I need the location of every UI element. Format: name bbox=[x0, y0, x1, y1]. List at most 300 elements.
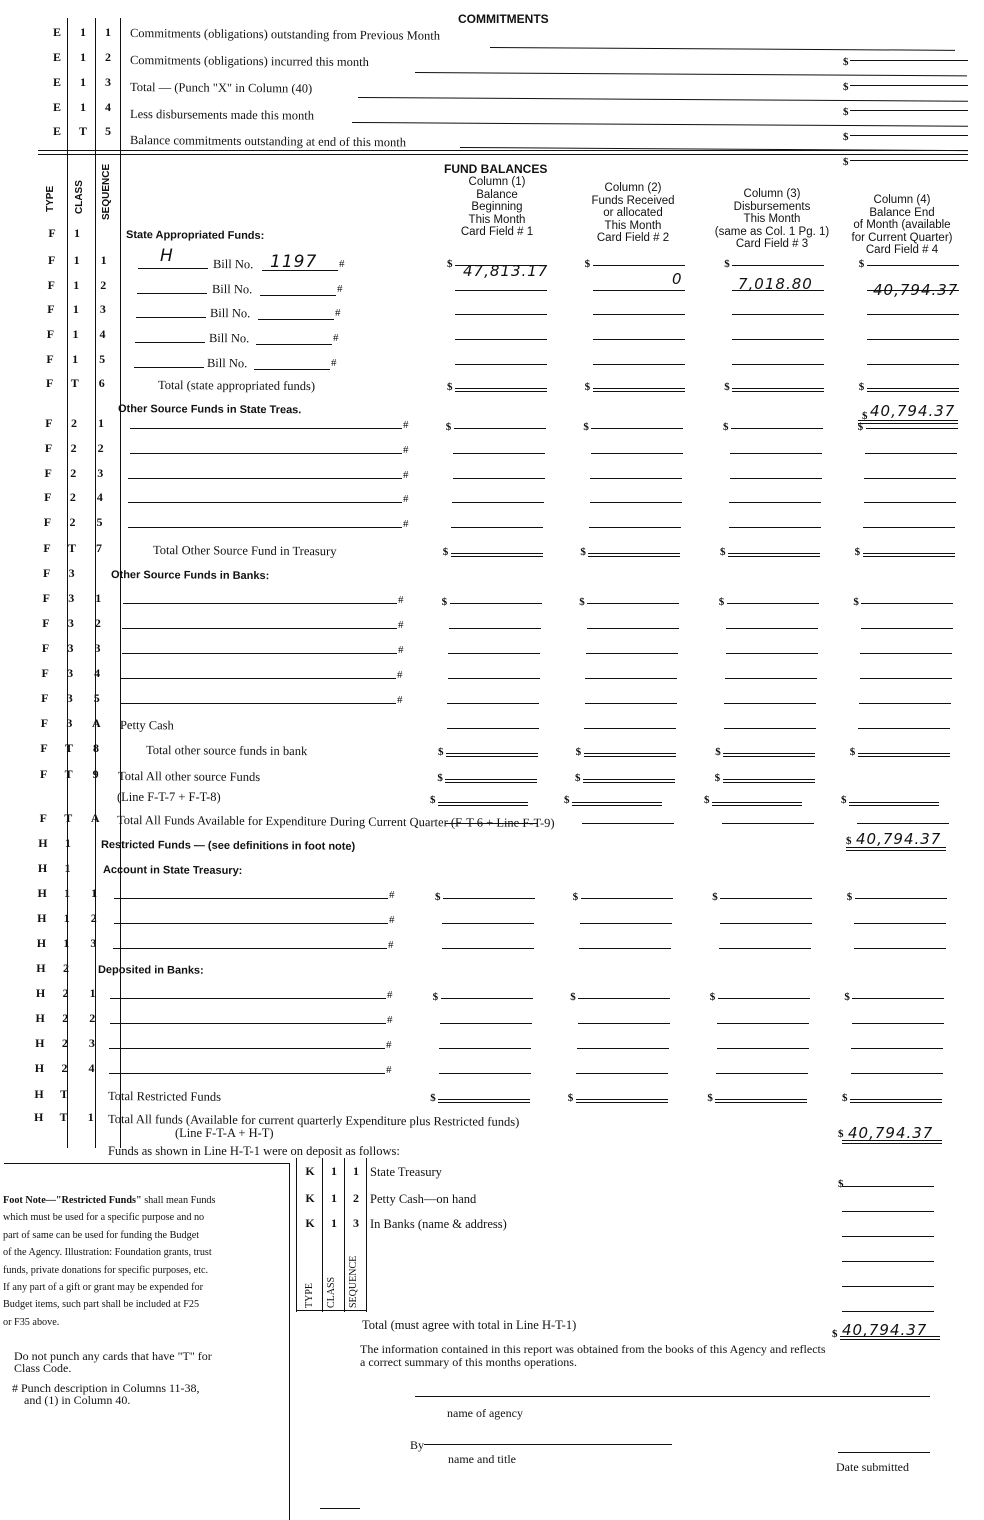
line-ft9-sublabel: (Line F-T-7 + F-T-8) bbox=[117, 790, 221, 804]
date-submitted-caption: Date submitted bbox=[836, 1460, 909, 1474]
row-label: Other Source Funds in State Treas. bbox=[117, 403, 302, 417]
description-line[interactable] bbox=[128, 478, 402, 479]
amount-field-col4[interactable] bbox=[851, 1073, 943, 1074]
amount-field-col1[interactable] bbox=[455, 339, 547, 340]
amount-field-col2[interactable] bbox=[585, 703, 677, 704]
amount-field-col4[interactable] bbox=[854, 948, 946, 949]
amount-field-col4[interactable] bbox=[867, 339, 959, 340]
amount-field-col3[interactable] bbox=[723, 753, 815, 757]
description-line[interactable] bbox=[121, 678, 396, 679]
amount-field-col3[interactable] bbox=[732, 388, 824, 392]
bill-number-line[interactable] bbox=[256, 344, 332, 345]
amount-field-col3[interactable] bbox=[732, 364, 824, 365]
amount-field-col1[interactable] bbox=[449, 628, 541, 629]
deposit-type-code: K bbox=[305, 1164, 315, 1178]
amount-field-col1[interactable] bbox=[446, 753, 538, 757]
description-line[interactable] bbox=[128, 502, 402, 503]
amount-field-col1[interactable] bbox=[439, 1073, 531, 1074]
commit-entry-line[interactable] bbox=[490, 47, 955, 51]
deposit-amount-dollar: $ bbox=[838, 1178, 844, 1190]
amount-field-col1[interactable] bbox=[448, 678, 540, 679]
bill-prefix-line[interactable] bbox=[138, 268, 208, 269]
amount-field-col3[interactable] bbox=[729, 502, 821, 503]
amount-dollar-col4: $ bbox=[854, 546, 861, 558]
amount-field-col3[interactable] bbox=[729, 527, 821, 528]
amount-field-col3[interactable] bbox=[718, 998, 810, 999]
deposit-label: Petty Cash—on hand bbox=[370, 1192, 477, 1206]
amount-field-col3[interactable] bbox=[726, 653, 818, 654]
bill-prefix-line[interactable] bbox=[136, 317, 206, 318]
deposit-seq-code: 3 bbox=[353, 1216, 359, 1230]
commit-class-code: 1 bbox=[80, 50, 86, 64]
column-4-header-line: of Month (available bbox=[853, 219, 951, 231]
amount-field-col2[interactable] bbox=[581, 898, 673, 899]
amount-field-col1[interactable] bbox=[455, 314, 547, 315]
description-hash: # bbox=[397, 669, 403, 681]
amount-field-col3[interactable] bbox=[716, 1073, 808, 1074]
column-3-header-line: This Month bbox=[743, 213, 801, 225]
amount-field-col1[interactable] bbox=[439, 1048, 531, 1049]
commit-seq-code: 5 bbox=[105, 124, 111, 138]
amount-field-col1[interactable] bbox=[442, 948, 534, 949]
amount-field-col1[interactable] bbox=[443, 898, 535, 899]
row-seq-code: 3 bbox=[88, 1036, 95, 1050]
row-type-code: F bbox=[46, 327, 55, 341]
ft9-total-field[interactable] bbox=[438, 802, 528, 806]
footnote-line-2: which must be used for a specific purpose and no bbox=[3, 1212, 205, 1224]
commit-entry-line[interactable] bbox=[415, 72, 967, 76]
amount-field-col4[interactable] bbox=[865, 453, 957, 454]
amount-field-col3[interactable] bbox=[717, 1048, 809, 1049]
note-desc-1: # Punch description in Columns 11-38, bbox=[12, 1381, 200, 1395]
amount-field-col2[interactable] bbox=[587, 628, 679, 629]
amount-field-col3[interactable] bbox=[719, 948, 811, 949]
commit-amount-dollar: $ bbox=[843, 156, 849, 168]
amount-field-col4[interactable] bbox=[857, 823, 949, 824]
row-type-code: F bbox=[46, 352, 54, 366]
amount-field-col1[interactable] bbox=[451, 553, 543, 557]
amount-field-col3[interactable] bbox=[732, 314, 824, 315]
commit-amount-dollar: $ bbox=[843, 106, 849, 118]
column-2-header-line: Funds Received bbox=[591, 194, 675, 207]
amount-field-col4[interactable] bbox=[861, 628, 953, 629]
row-class-code: 2 bbox=[62, 961, 69, 975]
certification-line-1: The information contained in this report was obtained from the books of this Agency and reflects bbox=[360, 1342, 826, 1356]
row-seq-code: 1 bbox=[91, 886, 98, 900]
amount-field-col2[interactable] bbox=[593, 339, 685, 340]
amount-field-col2[interactable] bbox=[577, 1048, 669, 1049]
state-total-col4-field[interactable] bbox=[858, 420, 958, 424]
deposit-type-code: K bbox=[305, 1191, 315, 1205]
amount-field-col1[interactable] bbox=[453, 453, 545, 454]
amount-field-col4[interactable] bbox=[867, 364, 959, 365]
amount-field-col1[interactable] bbox=[447, 728, 539, 729]
amount-field-col1[interactable] bbox=[455, 290, 547, 291]
row-class-code: T bbox=[68, 541, 77, 555]
column-3-header-line: Disbursements bbox=[733, 200, 811, 213]
agency-name-line[interactable] bbox=[415, 1396, 930, 1397]
amount-field-col4[interactable] bbox=[867, 314, 959, 315]
amount-field-col4[interactable] bbox=[852, 998, 944, 999]
commit-amount-line[interactable] bbox=[850, 60, 968, 61]
amount-field-col2[interactable] bbox=[587, 603, 679, 604]
amount-dollar-col2: $ bbox=[584, 258, 591, 270]
bill-prefix-line[interactable] bbox=[137, 293, 207, 294]
description-line[interactable] bbox=[109, 1048, 385, 1049]
row-type-code: H bbox=[35, 986, 46, 1000]
bill-number-line[interactable] bbox=[254, 369, 330, 370]
row-seq-code: A bbox=[90, 811, 100, 825]
column-4-header-line: Card Field # 4 bbox=[865, 244, 939, 256]
row-class-code: 3 bbox=[66, 691, 73, 705]
agency-name-caption: name of agency bbox=[447, 1406, 523, 1420]
amount-field-col3[interactable] bbox=[723, 779, 815, 783]
row-label: Total Other Source Fund in Treasury bbox=[152, 543, 337, 559]
column-1-header-line: This Month bbox=[468, 213, 526, 226]
amount-field-col1[interactable] bbox=[450, 603, 542, 604]
amount-field-col4[interactable] bbox=[867, 388, 959, 392]
row-type-code: F bbox=[44, 466, 52, 480]
row-type-code: F bbox=[40, 741, 48, 755]
deposit-amount-line[interactable] bbox=[842, 1286, 934, 1287]
amount-dollar-col1: $ bbox=[438, 746, 444, 758]
row-type-code: F bbox=[41, 691, 49, 705]
row-seq-code: 1 bbox=[100, 253, 107, 267]
row-label: Restricted Funds — (see definitions in foot note) bbox=[100, 839, 356, 853]
commit-entry-line[interactable] bbox=[358, 97, 968, 102]
commit-seq-code: 1 bbox=[105, 25, 111, 39]
deposit-class-code: 1 bbox=[331, 1191, 337, 1205]
footnote-line-5: funds, private donations for specific purposes, etc. bbox=[3, 1264, 209, 1276]
description-line[interactable] bbox=[110, 1023, 386, 1024]
amount-field-col3[interactable] bbox=[720, 923, 812, 924]
amount-field-col2[interactable] bbox=[584, 753, 676, 757]
commit-amount-line[interactable] bbox=[850, 110, 968, 111]
bill-hash: # bbox=[339, 258, 345, 270]
description-line[interactable] bbox=[128, 527, 402, 528]
note-punch-1: Do not punch any cards that have "T" for bbox=[14, 1349, 212, 1363]
row-type-code: F bbox=[47, 278, 55, 292]
amount-field-col3[interactable] bbox=[717, 1023, 809, 1024]
commit-seq-code: 4 bbox=[105, 100, 111, 114]
amount-field-col4[interactable] bbox=[860, 653, 952, 654]
amount-field-col4[interactable] bbox=[867, 265, 959, 266]
amount-field-col2[interactable] bbox=[578, 998, 670, 999]
amount-dollar-col4: $ bbox=[853, 596, 859, 608]
row-class-code: 3 bbox=[67, 666, 74, 680]
note-desc-2: and (1) in Column 40. bbox=[24, 1393, 131, 1407]
description-hash: # bbox=[389, 914, 395, 926]
amount-dollar-col2: $ bbox=[575, 772, 581, 784]
row-class-code: 2 bbox=[61, 1061, 68, 1075]
amount-field-col1[interactable] bbox=[445, 823, 537, 824]
amount-field-col3[interactable] bbox=[725, 678, 817, 679]
amount-dollar-col1: $ bbox=[435, 891, 441, 903]
commit-type-code: E bbox=[52, 75, 61, 89]
amount-field-col3[interactable] bbox=[726, 628, 818, 629]
amount-field-col1[interactable] bbox=[455, 364, 547, 365]
deposit-amount-line[interactable] bbox=[842, 1211, 934, 1212]
row-seq-code: 3 bbox=[90, 936, 97, 950]
deposit-grid-bottom bbox=[296, 1310, 366, 1311]
row-type-code: H bbox=[35, 1011, 45, 1025]
amount-field-col3[interactable] bbox=[722, 823, 814, 824]
footnote-line-4: of the Agency. Illustration: Foundation grants, trust bbox=[3, 1247, 212, 1259]
amount-field-col3[interactable] bbox=[732, 265, 824, 266]
amount-field-col1[interactable] bbox=[440, 1023, 532, 1024]
amount-field-col1[interactable] bbox=[452, 502, 544, 503]
amount-field-col1[interactable] bbox=[441, 998, 533, 999]
row-seq-code: 2 bbox=[94, 616, 101, 630]
column-4-header-line: Column (4) bbox=[873, 194, 931, 206]
description-line[interactable] bbox=[110, 998, 386, 999]
row-class-code: T bbox=[70, 376, 79, 390]
description-line[interactable] bbox=[114, 923, 388, 924]
amount-field-col2[interactable] bbox=[578, 1023, 670, 1024]
row-label: Bill No. bbox=[208, 331, 249, 346]
ft9-total-dollar: $ bbox=[704, 794, 710, 806]
amount-field-col3[interactable] bbox=[730, 478, 822, 479]
ft9-total-field[interactable] bbox=[572, 802, 662, 806]
amount-field-col4[interactable] bbox=[866, 428, 958, 429]
amount-field-col4[interactable] bbox=[855, 898, 947, 899]
amount-field-col2[interactable] bbox=[591, 453, 683, 454]
commit-amount-dollar: $ bbox=[843, 81, 849, 93]
class-column-header: CLASS bbox=[74, 180, 85, 214]
date-line[interactable] bbox=[838, 1452, 930, 1453]
row-label: Total All other source Funds bbox=[117, 769, 261, 784]
row-type-code: H bbox=[36, 961, 46, 975]
row-seq-code: 2 bbox=[100, 278, 107, 292]
amount-field-col2[interactable] bbox=[583, 779, 675, 783]
commit-amount-line[interactable] bbox=[850, 85, 968, 86]
bill-hash: # bbox=[333, 332, 339, 344]
row-type-code: H bbox=[34, 1061, 45, 1075]
description-line[interactable] bbox=[113, 948, 387, 949]
description-line[interactable] bbox=[123, 603, 397, 604]
footnote-top-rule bbox=[4, 1163, 290, 1164]
row-type-code: F bbox=[43, 541, 51, 555]
amount-field-col2[interactable] bbox=[593, 265, 685, 266]
amount-field-col3[interactable] bbox=[720, 898, 812, 899]
row-type-code: F bbox=[47, 302, 55, 316]
row-class-code: 3 bbox=[66, 716, 73, 730]
row-seq-code: 1 bbox=[95, 591, 102, 605]
amount-field-col2[interactable] bbox=[593, 388, 685, 392]
amount-field-col2[interactable] bbox=[580, 923, 672, 924]
amount-dollar-col4: $ bbox=[858, 258, 865, 270]
row-class-code: T bbox=[59, 1110, 68, 1124]
amount-field-col1[interactable] bbox=[447, 703, 539, 704]
row-seq-code: 5 bbox=[99, 352, 106, 366]
commit-type-code: E bbox=[52, 50, 61, 64]
amount-field-col2[interactable] bbox=[586, 653, 678, 654]
deposit-intro: Funds as shown in Line H-T-1 were on deposit as follows: bbox=[108, 1144, 400, 1158]
description-hash: # bbox=[403, 493, 409, 505]
row-seq-code: 4 bbox=[94, 666, 101, 680]
amount-dollar-col2: $ bbox=[570, 991, 576, 1003]
commit-type-code: E bbox=[52, 124, 61, 138]
row-class-code: T bbox=[64, 811, 73, 825]
commit-label: Commitments (obligations) incurred this month bbox=[129, 53, 369, 70]
ft9-total-field[interactable] bbox=[849, 802, 939, 806]
amount-field-col2[interactable] bbox=[591, 428, 683, 429]
amount-field-col4[interactable] bbox=[860, 678, 952, 679]
row-class-code: 1 bbox=[73, 278, 80, 292]
amount-field-col1[interactable] bbox=[442, 923, 534, 924]
row-label: Total All Funds Available for Expenditure During Current Quarter (F-T-6 + Line F-T-9) bbox=[116, 813, 555, 831]
amount-field-col2[interactable] bbox=[590, 502, 682, 503]
row-class-code: 2 bbox=[62, 1011, 69, 1025]
description-hash: # bbox=[403, 444, 409, 456]
commit-class-code: 1 bbox=[80, 75, 86, 89]
amount-field-col1[interactable] bbox=[455, 388, 547, 392]
row-class-code: 3 bbox=[67, 616, 74, 630]
row-type-code: F bbox=[39, 811, 47, 825]
description-line[interactable] bbox=[109, 1073, 385, 1074]
column-2-header-line: or allocated bbox=[603, 207, 663, 219]
deposit-amount-line[interactable] bbox=[842, 1236, 934, 1237]
row-label: Account in State Treasury: bbox=[102, 864, 243, 877]
row-seq-code: 2 bbox=[97, 441, 104, 455]
footnote-line-8: or F35 above. bbox=[3, 1316, 60, 1328]
amount-field-col3[interactable] bbox=[728, 553, 820, 557]
amount-field-col2[interactable] bbox=[593, 314, 685, 315]
amount-field-col1[interactable] bbox=[451, 527, 543, 528]
description-hash: # bbox=[403, 469, 409, 481]
footnote-block bbox=[3, 1192, 283, 1331]
row-class-code: 3 bbox=[68, 566, 75, 580]
bill-number-line[interactable] bbox=[258, 319, 334, 320]
commit-entry-line[interactable] bbox=[352, 122, 968, 127]
deposit-amount-line[interactable] bbox=[842, 1311, 934, 1312]
amount-field-col4[interactable] bbox=[861, 603, 953, 604]
deposit-amount-line[interactable] bbox=[842, 1261, 934, 1262]
row-type-code: H bbox=[35, 1036, 45, 1050]
amount-field-col3[interactable] bbox=[731, 428, 823, 429]
bill-number-line[interactable] bbox=[260, 295, 336, 296]
amount-field-col1[interactable] bbox=[454, 428, 546, 429]
amount-field-col1[interactable] bbox=[438, 1099, 530, 1103]
amount-field-col2[interactable] bbox=[585, 678, 677, 679]
amount-field-col4[interactable] bbox=[852, 1023, 944, 1024]
description-line[interactable] bbox=[114, 898, 388, 899]
amount-field-col3[interactable] bbox=[724, 728, 816, 729]
row-class-code: 1 bbox=[64, 861, 71, 875]
row-class-code: T bbox=[65, 741, 74, 755]
row-label: Total other source funds in bank bbox=[145, 743, 308, 759]
state-total-col4-dollar: $ bbox=[862, 410, 868, 422]
deposit-total-handwritten: 40,794.37 bbox=[842, 1321, 928, 1339]
fta-total-handwritten: 40,794.37 bbox=[856, 830, 942, 848]
row-type-code: F bbox=[39, 767, 48, 781]
column-3-header-line: Card Field # 3 bbox=[735, 238, 809, 250]
amount-field-col4[interactable] bbox=[864, 502, 956, 503]
commit-label: Total — (Punch "X" in Column (40) bbox=[129, 80, 313, 96]
amount-field-col1[interactable] bbox=[445, 779, 537, 783]
amount-field-col4[interactable] bbox=[854, 923, 946, 924]
commit-class-code: 1 bbox=[80, 25, 86, 39]
description-line[interactable] bbox=[122, 653, 397, 654]
column-4-header-line: for Current Quarter) bbox=[851, 231, 953, 244]
bill-prefix-line[interactable] bbox=[134, 367, 204, 368]
column-2-header-line: This Month bbox=[604, 219, 662, 232]
amount-field-col2[interactable] bbox=[593, 290, 685, 291]
amount-dollar-col4: $ bbox=[846, 891, 853, 903]
column-3-header-line: (same as Col. 1 Pg. 1) bbox=[714, 225, 830, 238]
row-class-code: 1 bbox=[72, 302, 79, 316]
deposit-amount-line[interactable] bbox=[842, 1186, 934, 1187]
amount-field-col2[interactable] bbox=[593, 364, 685, 365]
commit-type-code: E bbox=[52, 25, 61, 39]
column-2-header-line: Card Field # 2 bbox=[596, 232, 670, 244]
description-line[interactable] bbox=[122, 628, 397, 629]
amount-field-col3[interactable] bbox=[730, 453, 822, 454]
amount-field-col2[interactable] bbox=[590, 478, 682, 479]
amount-field-col2[interactable] bbox=[576, 1073, 668, 1074]
amount-field-col1[interactable] bbox=[453, 478, 545, 479]
amount-field-col3[interactable] bbox=[715, 1099, 807, 1103]
row-type-code: H bbox=[34, 1110, 44, 1124]
amount-field-col2[interactable] bbox=[588, 553, 680, 557]
amount-field-col4[interactable] bbox=[851, 1048, 943, 1049]
description-line[interactable] bbox=[130, 453, 402, 454]
column-4-header-line: Balance End bbox=[869, 206, 935, 219]
description-hash: # bbox=[398, 594, 404, 606]
amount-field-col4[interactable] bbox=[858, 753, 950, 757]
amount-field-col2[interactable] bbox=[576, 1099, 668, 1103]
amount-field-col4[interactable] bbox=[859, 703, 951, 704]
amount-dollar-col2: $ bbox=[575, 746, 582, 758]
amount-field-col4[interactable] bbox=[863, 527, 955, 528]
description-line[interactable] bbox=[130, 428, 402, 429]
deposit-class-code: 1 bbox=[331, 1164, 337, 1178]
bill-prefix-handwritten: H bbox=[160, 246, 174, 266]
row-seq-code: 3 bbox=[94, 641, 101, 655]
description-line[interactable] bbox=[120, 703, 396, 704]
amount-field-col4[interactable] bbox=[864, 478, 956, 479]
amount-dollar-col3: $ bbox=[714, 772, 721, 784]
row-label: Bill No. bbox=[209, 306, 251, 321]
amount-field-col3[interactable] bbox=[724, 703, 816, 704]
commit-amount-line[interactable] bbox=[850, 160, 968, 161]
row-seq-code: 7 bbox=[96, 541, 103, 555]
description-hash: # bbox=[403, 419, 409, 431]
commitments-title: COMMITMENTS bbox=[458, 12, 549, 26]
ft9-total-field[interactable] bbox=[712, 802, 802, 806]
signature-line[interactable] bbox=[424, 1444, 672, 1445]
deposit-sequence-header: SEQUENCE bbox=[348, 1255, 359, 1308]
commit-label: Balance commitments outstanding at end of this month bbox=[129, 133, 407, 150]
row-class-code: 2 bbox=[61, 1036, 68, 1050]
bill-hash: # bbox=[331, 357, 337, 369]
amount-field-col4[interactable] bbox=[850, 1099, 942, 1103]
commit-type-code: E bbox=[52, 100, 61, 114]
amount-field-col4[interactable] bbox=[863, 553, 955, 557]
amount-field-col2[interactable] bbox=[582, 823, 674, 824]
amount-field-col3[interactable] bbox=[732, 339, 824, 340]
amount-field-col2[interactable] bbox=[579, 948, 671, 949]
amount-field-col2[interactable] bbox=[589, 527, 681, 528]
row-class-code: 1 bbox=[64, 886, 71, 900]
amount-field-col1[interactable] bbox=[448, 653, 540, 654]
amount-field-col4[interactable] bbox=[858, 728, 950, 729]
amount-field-col2[interactable] bbox=[584, 728, 676, 729]
amount-field-col3[interactable] bbox=[727, 603, 819, 604]
amount-dollar-col1: $ bbox=[445, 421, 452, 433]
commit-amount-line[interactable] bbox=[850, 135, 968, 136]
bill-prefix-line[interactable] bbox=[135, 342, 205, 343]
